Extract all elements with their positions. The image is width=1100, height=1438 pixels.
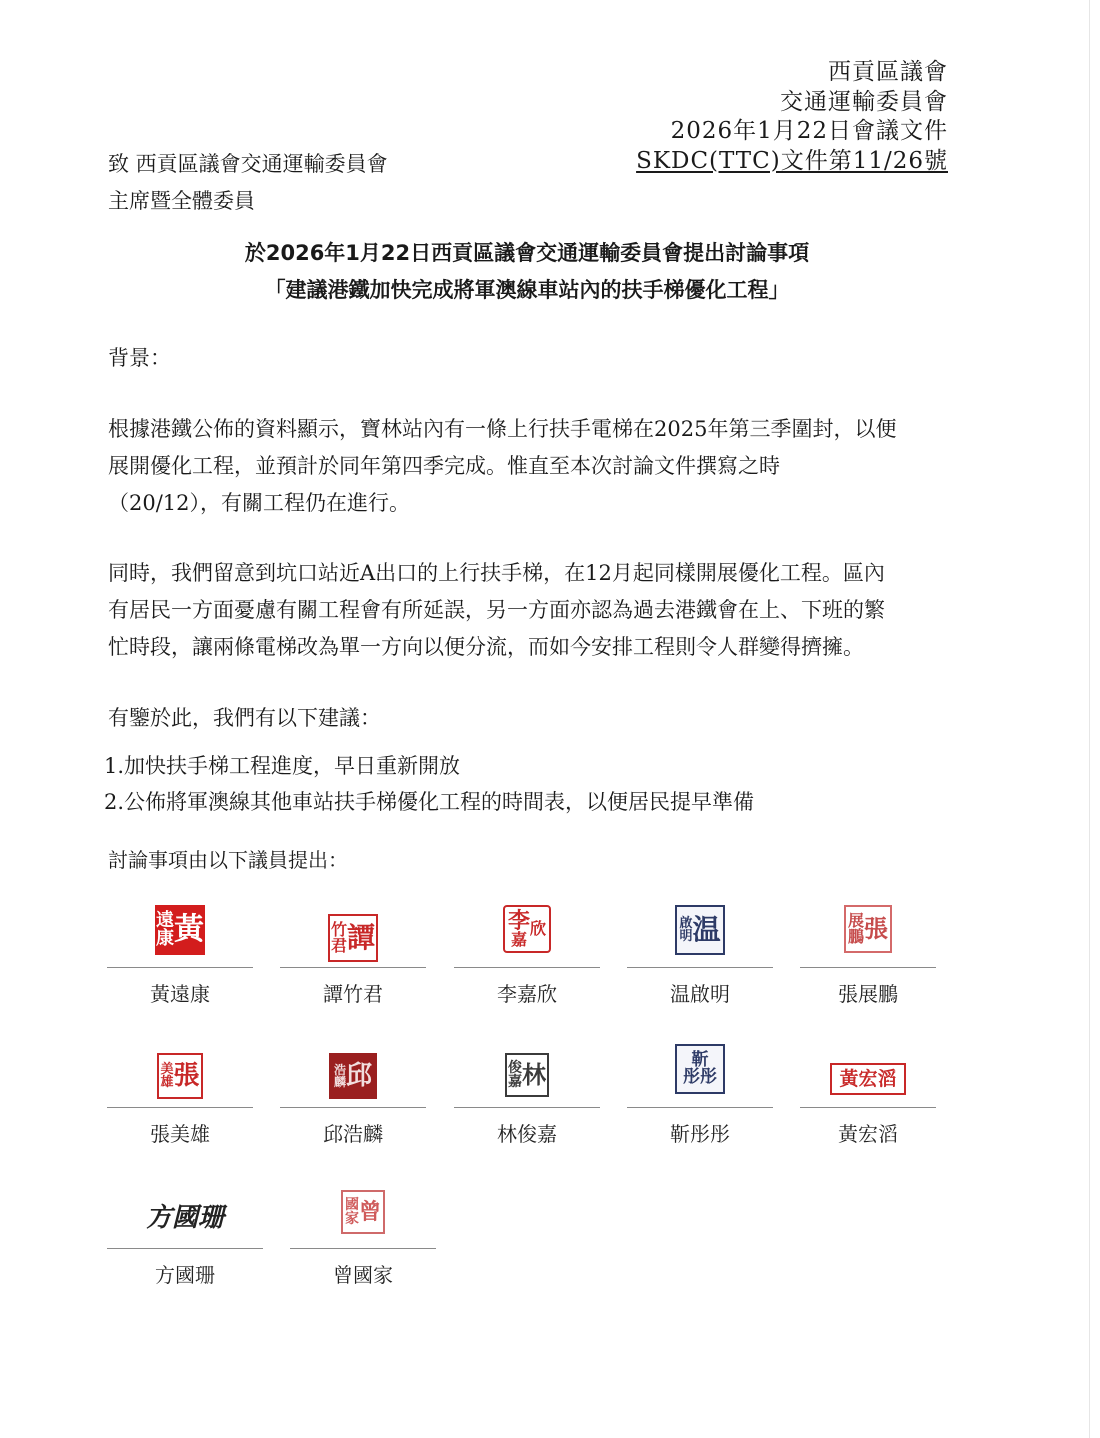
paragraph-1-line-2: 展開優化工程，並預計於同年第四季完成。惟直至本次討論文件撰寫之時 [108,454,780,478]
signature-line [107,967,253,968]
addressee-line-2: 主席暨全體委員 [108,189,255,213]
personal-seal: 啟 明 温 [675,905,725,955]
suggestion-item: 2.公佈將軍澳線其他車站扶手梯優化工程的時間表，以便居民提早準備 [104,790,755,814]
signature-block [627,1044,773,1146]
addressee-line-1: 致 西貢區議會交通運輸委員會 [108,152,388,176]
paragraph-1-line-1: 根據港鐵公佈的資料顯示，寶林站內有一條上行扶手電梯在2025年第三季圍封，以便 [108,417,897,441]
signature-line [280,1107,426,1108]
signatory-name: 李嘉欣 [497,982,557,1006]
signature-block [795,905,941,1006]
signature-line [454,1107,600,1108]
signatory-name: 譚竹君 [323,982,383,1006]
personal-seal: 李 嘉 欣 [503,905,551,953]
suggestion-item: 1.加快扶手梯工程進度，早日重新開放 [104,754,461,778]
signatory-name: 靳彤彤 [670,1122,730,1146]
signatory-name: 曾國家 [333,1263,393,1287]
signatory-name: 黃遠康 [150,982,210,1006]
handwritten-signature: 方國珊 [145,1203,224,1233]
personal-seal: 黃宏滔 [830,1063,906,1095]
paragraph-3: 有鑒於此，我們有以下建議： [108,706,381,730]
signature-line [107,1107,253,1108]
personal-seal: 浩 麟 邱 [329,1053,377,1099]
signature-block [454,905,600,1006]
paragraph-1 [108,411,958,522]
signature-block [795,1063,941,1146]
council-name: 西貢區議會 [828,59,948,85]
signature-line [290,1248,436,1249]
signature-line [107,1248,263,1249]
signature-line [627,1107,773,1108]
signatory-name: 方國珊 [155,1263,215,1287]
signature-line [627,967,773,968]
personal-seal: 竹 君 譚 [328,914,378,962]
signatory-name: 温啟明 [670,982,730,1006]
paragraph-2-line-3: 忙時段，讓兩條電梯改為單一方向以便分流，而如今安排工程則令人群變得擠擁。 [108,635,864,659]
signatory-name: 邱浩麟 [323,1122,383,1146]
signature-block [107,905,253,1006]
document-reference: SKDC(TTC)文件第11/26號 [636,147,948,174]
signature-block [627,905,773,1006]
addressee [108,146,388,220]
paragraph-1-line-3: （20/12），有關工程仍在進行。 [108,491,411,515]
title-line-1: 於2026年1月22日西貢區議會交通運輸委員會提出討論事項 [244,241,810,265]
committee-name: 交通運輸委員會 [780,88,948,115]
signature-block [107,1198,263,1287]
personal-seal: 遠 康 黃 [155,905,205,955]
signature-block [107,1053,253,1146]
personal-seal: 展 鵬 張 [844,905,892,953]
paragraph-2-line-1: 同時，我們留意到坑口站近A出口的上行扶手梯，在12月起同樣開展優化工程。區內 [108,561,885,585]
signatory-name: 黃宏滔 [838,1122,898,1146]
signature-block [290,1190,436,1287]
document-header [636,58,948,176]
title-line-2: 「建議港鐵加快完成將軍澳線車站內的扶手梯優化工程」 [264,278,790,302]
submitted-by-label: 討論事項由以下議員提出： [108,848,348,872]
signature-line [800,967,936,968]
signatory-name: 張美雄 [150,1122,210,1146]
signature-block [280,1053,426,1146]
signature-block [280,905,426,1006]
signature-line [454,967,600,968]
personal-seal: 俊 嘉 林 [505,1053,549,1097]
personal-seal: 美 雄 張 [157,1053,203,1099]
signatory-name: 林俊嘉 [497,1122,557,1146]
signature-line [800,1107,936,1108]
signature-line [280,967,426,968]
personal-seal: 靳 彤彤 [675,1044,725,1094]
page-edge-line [1089,0,1090,1438]
personal-seal: 國 家 曾 [341,1190,385,1234]
meeting-document-date: 2026年1月22日會議文件 [670,118,948,144]
paragraph-2-line-2: 有居民一方面憂慮有關工程會有所延誤，另一方面亦認為過去港鐵會在上、下班的繁 [108,598,885,622]
document-title [0,235,1054,309]
suggestion-list [104,748,754,820]
background-label: 背景： [108,346,171,370]
signatory-name: 張展鵬 [838,982,898,1006]
signature-block [454,1053,600,1146]
paragraph-2 [108,555,958,666]
